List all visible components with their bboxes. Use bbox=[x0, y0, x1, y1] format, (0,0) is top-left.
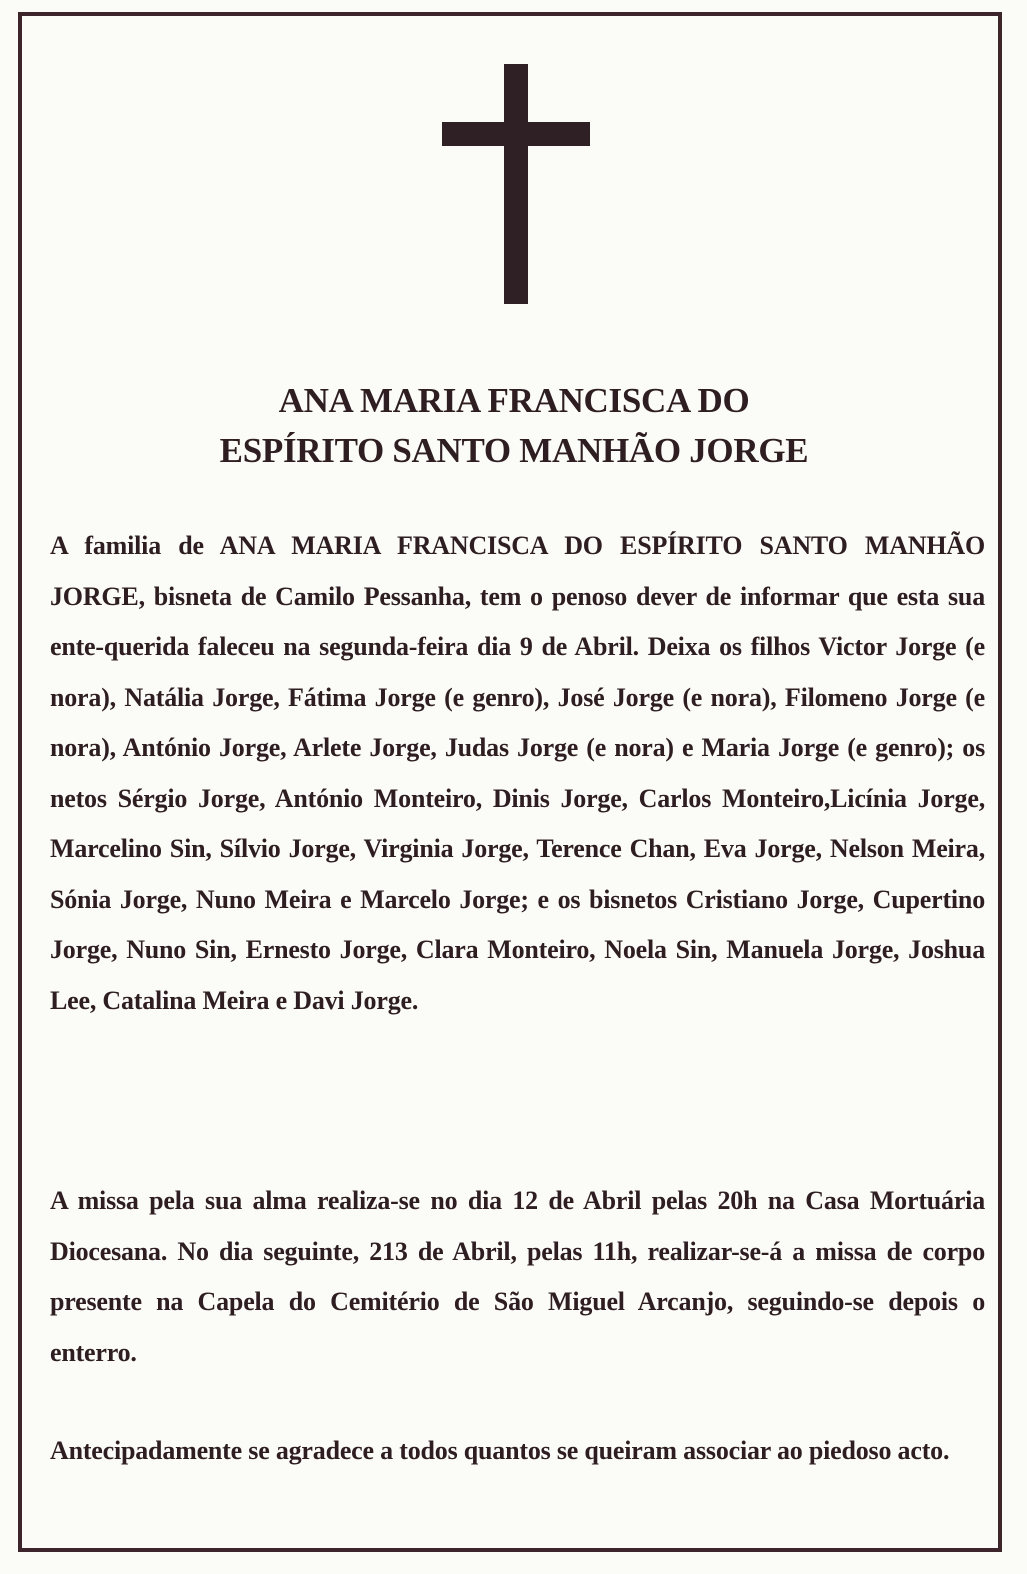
deceased-name-title bbox=[52, 376, 976, 476]
cross-horizontal-bar bbox=[442, 122, 590, 146]
family-announcement-paragraph: A familia de ANA MARIA FRANCISCA DO ESPÍRITO SANTO MANHÃO JORGE, bisneta de Camilo Pessanha, tem o penoso dever de informar que esta sua ente-querida faleceu na segunda-feira dia 9 de Abril. Deixa os filhos Victor Jorge (e nora), Natália Jorge, Fátima Jorge (e genro), José Jorge (e nora), Filomeno Jorge (e nora), António Jorge, Arlete Jorge, Judas Jorge (e nora) e Maria Jorge (e genro); os netos Sérgio Jorge, António Monteiro, Dinis Jorge, Carlos Monteiro,Licínia Jorge, Marcelino Sin, Sílvio Jorge, Virginia Jorge, Terence Chan, Eva Jorge, Nelson Meira, Sónia Jorge, Nuno Meira e Marcelo Jorge; e os bisnetos Cristiano Jorge, Cupertino Jorge, Nuno Sin, Ernesto Jorge, Clara Monteiro, Noela Sin, Manuela Jorge, Joshua Lee, Catalina Meira e Davi Jorge. bbox=[50, 531, 985, 1015]
notice-border bbox=[18, 12, 1002, 1552]
title-line-1: ANA MARIA FRANCISCA DO bbox=[278, 381, 750, 420]
mass-details-paragraph: A missa pela sua alma realiza-se no dia 12 de Abril pelas 20h na Casa Mortuária Diocesana. No dia seguinte, 213 de Abril, pelas 11h, realizar-se-á a missa de corpo presente na Capela do Cemitério de São Miguel Arcanjo, seguindo-se depois o enterro. bbox=[50, 1186, 985, 1367]
thanks-paragraph: Antecipadamente se agradece a todos quantos se queiram associar ao piedoso acto. bbox=[50, 1436, 950, 1465]
title-line-2: ESPÍRITO SANTO MANHÃO JORGE bbox=[219, 431, 809, 470]
cross-vertical-bar bbox=[504, 64, 528, 304]
